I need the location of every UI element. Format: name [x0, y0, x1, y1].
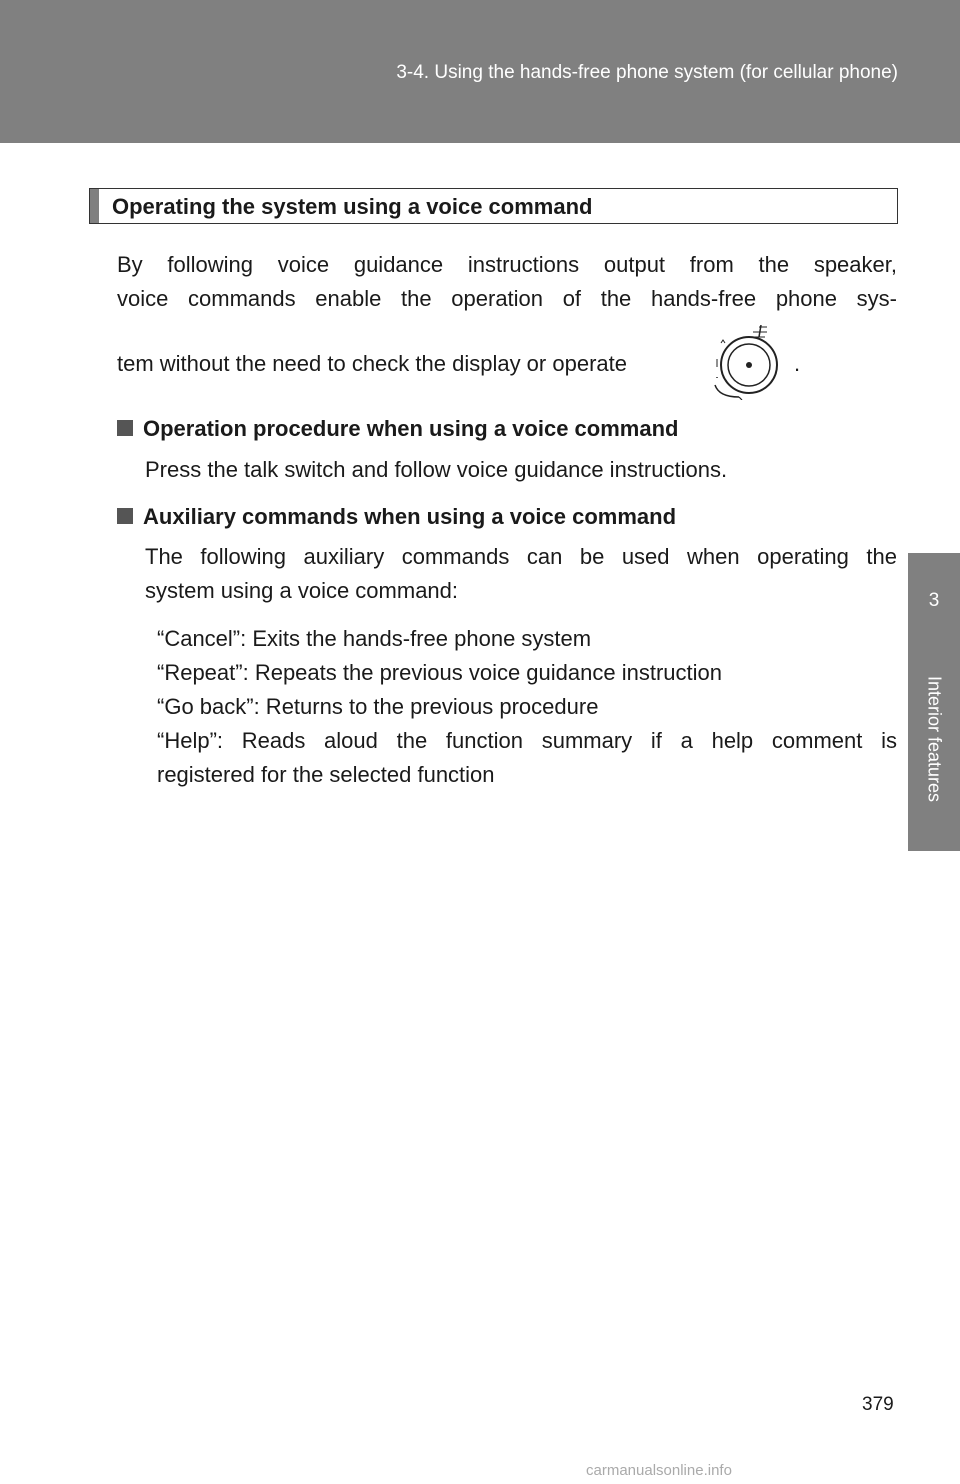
square-bullet-icon: [117, 508, 133, 524]
procedure-heading-text: Operation procedure when using a voice command: [143, 416, 679, 441]
intro-line-3: tem without the need to check the display or operate: [117, 351, 627, 376]
command-go-back: “Go back”: Returns to the previous procedure: [157, 694, 599, 719]
intro-line-1: By following voice guidance instructions output from the speaker,: [117, 252, 897, 277]
auxiliary-text-line-1: The following auxiliary commands can be used when operating the: [145, 544, 897, 569]
page-header: [0, 0, 960, 143]
chapter-tab: [908, 553, 960, 851]
chapter-number: 3: [928, 590, 940, 611]
page-number: 379: [862, 1394, 894, 1415]
section-title: Operating the system using a voice command: [112, 194, 593, 219]
command-repeat: “Repeat”: Repeats the previous voice guidance instruction: [157, 660, 722, 685]
intro-line-2: voice commands enable the operation of the hands-free phone sys-: [117, 286, 897, 311]
procedure-text: Press the talk switch and follow voice guidance instructions.: [145, 457, 728, 482]
command-help-line-1: “Help”: Reads aloud the function summary if a help comment is: [157, 728, 897, 753]
procedure-heading: [117, 416, 678, 442]
auxiliary-text-line-2: system using a voice command:: [145, 578, 459, 603]
section-title-box: [89, 188, 898, 224]
command-cancel: “Cancel”: Exits the hands-free phone system: [157, 626, 592, 651]
chapter-label: Interior features: [924, 675, 945, 803]
intro-line-3-period: .: [794, 351, 801, 376]
auxiliary-heading: [117, 504, 676, 530]
tune-scroll-dial-icon: [709, 325, 784, 400]
header-title: 3-4. Using the hands-free phone system (for cellular phone): [396, 62, 898, 83]
section-title-bar: [90, 189, 99, 223]
auxiliary-heading-text: Auxiliary commands when using a voice command: [143, 504, 677, 529]
watermark: carmanualsonline.info: [586, 1462, 732, 1479]
command-help-line-2: registered for the selected function: [157, 762, 495, 787]
square-bullet-icon: [117, 420, 133, 436]
